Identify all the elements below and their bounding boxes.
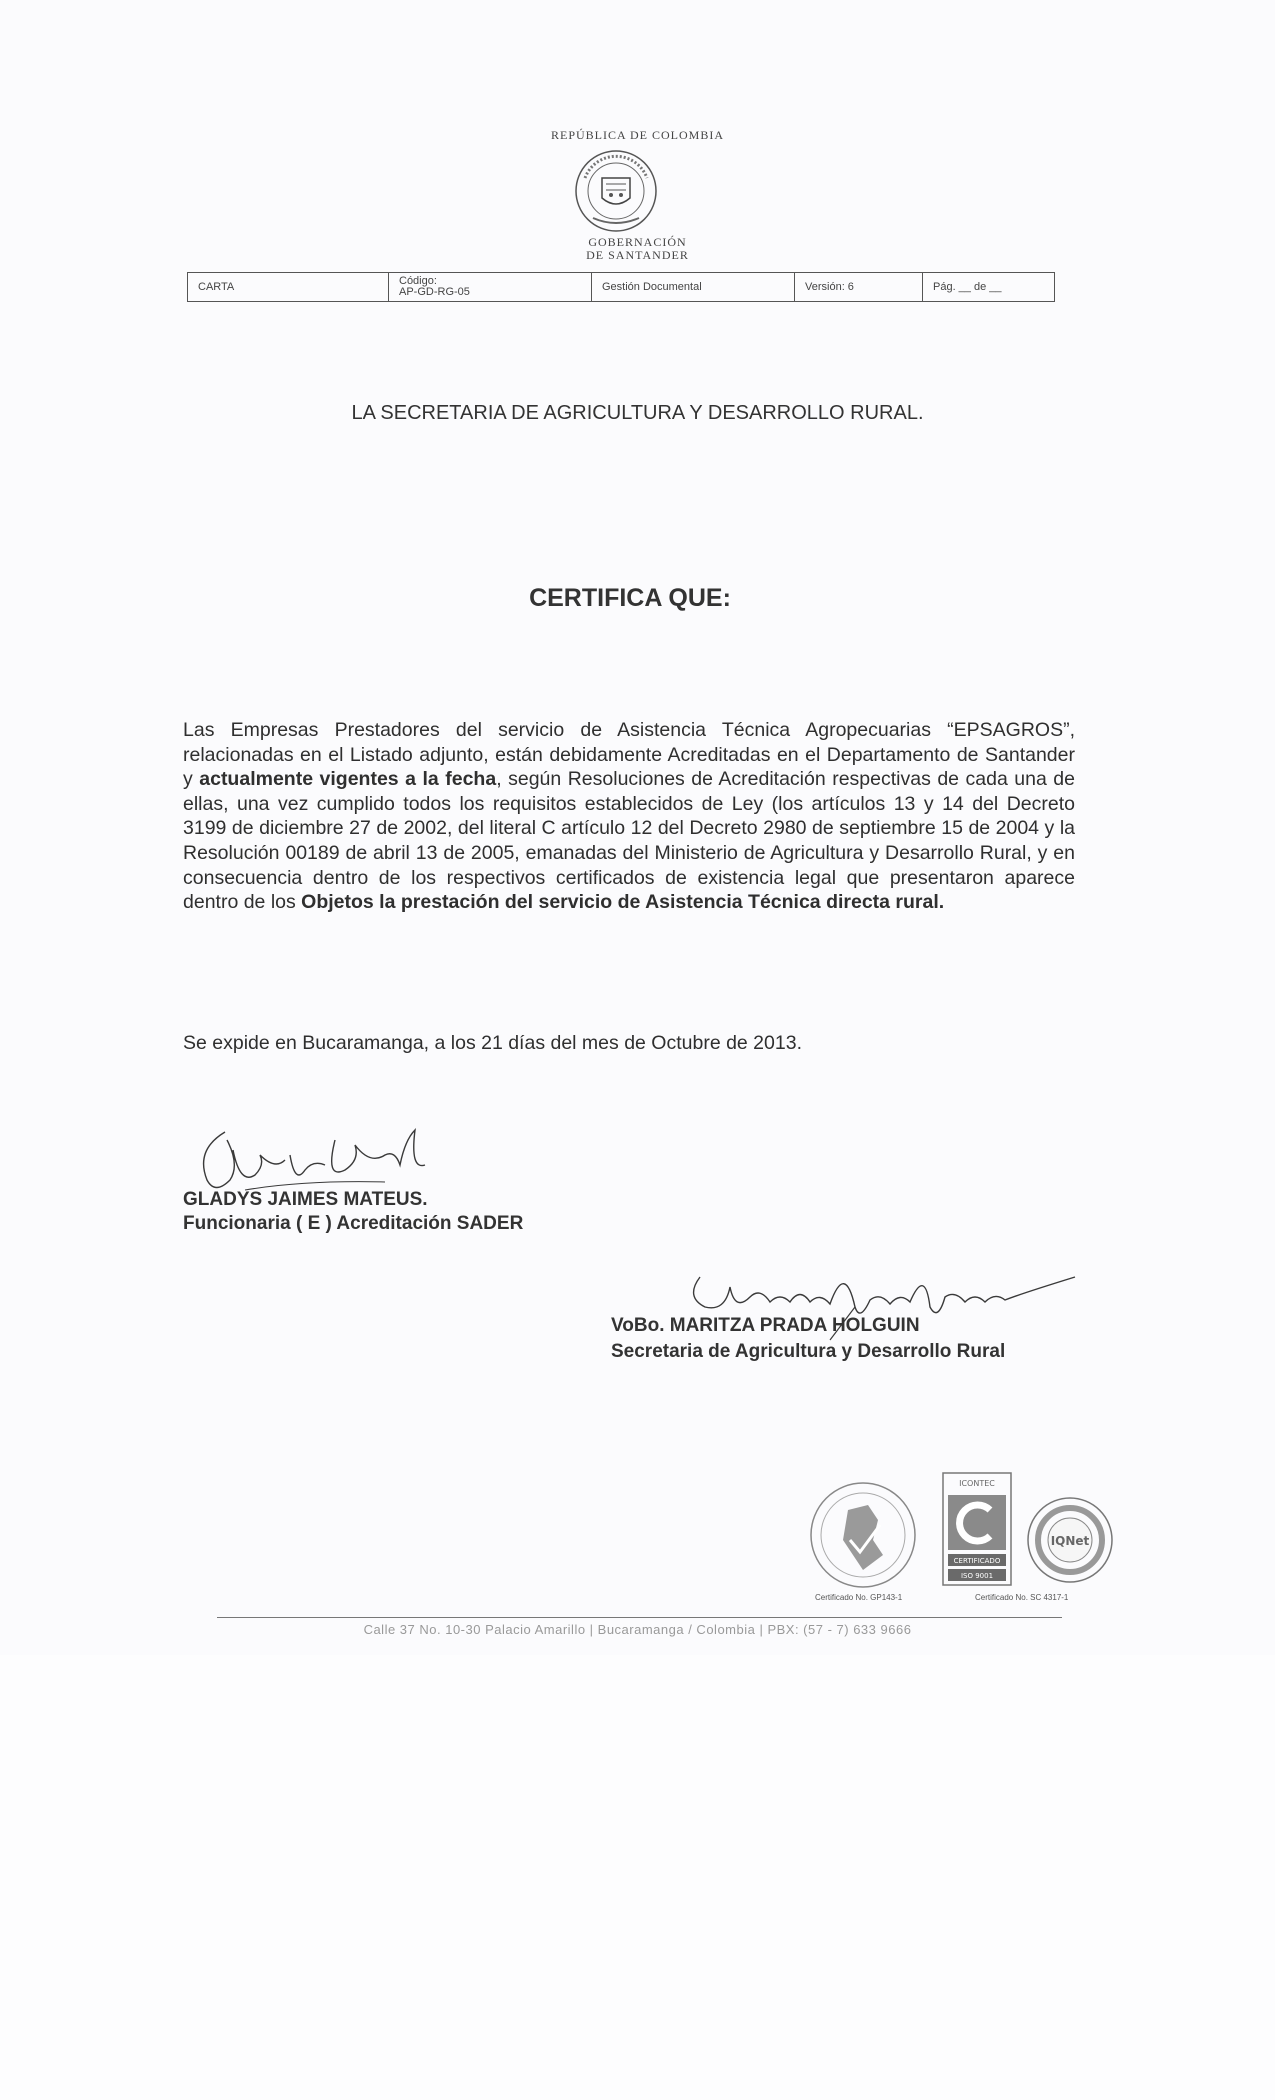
footer-divider [217, 1617, 1062, 1618]
certifies-heading: CERTIFICA QUE: [529, 584, 731, 612]
doc-code-label: Código: [399, 275, 437, 287]
government-line-1: GOBERNACIÓN [588, 235, 687, 249]
scan-blank-area [0, 1655, 1275, 2100]
doc-version-cell [795, 273, 923, 301]
signer-1-name: GLADYS JAIMES MATEUS. [183, 1189, 428, 1210]
government-name [0, 236, 1275, 262]
signer-2-name: VoBo. MARITZA PRADA HOLGUIN [611, 1315, 920, 1336]
santander-seal-icon [573, 148, 659, 234]
doc-code-cell [389, 273, 592, 301]
doc-version: Versión: 6 [805, 280, 854, 293]
body-bold-2: Objetos la prestación del servicio de Asistencia Técnica directa rural. [301, 891, 945, 914]
signer-1-block [183, 1188, 523, 1236]
icontec-label: ICONTEC [959, 1479, 995, 1488]
doc-type-cell [188, 273, 389, 301]
iso-number: ISO 9001 [960, 1572, 994, 1580]
doc-process: Gestión Documental [602, 280, 702, 293]
iqnet-certification-icon [1028, 1498, 1112, 1582]
country-name: REPÚBLICA DE COLOMBIA [550, 128, 724, 142]
signer-2-block [611, 1313, 1005, 1365]
cert-2-number: Certificado No. SC 4317-1 [975, 1593, 1069, 1602]
iqnet-label: IQNet [1050, 1534, 1090, 1548]
doc-process-cell [592, 273, 795, 301]
doc-type: CARTA [198, 280, 235, 293]
certification-logos [808, 1470, 1118, 1610]
iso-label: CERTIFICADO [953, 1557, 1001, 1565]
signer-2-role: Secretaria de Agricultura y Desarrollo Rural [611, 1341, 1006, 1362]
doc-code-value: AP-GD-RG-05 [399, 286, 470, 298]
doc-page-cell [923, 273, 1054, 301]
certificate-body [183, 718, 1075, 915]
cert-1-number: Certificado No. GP143-1 [815, 1593, 903, 1602]
document-control-table [187, 272, 1055, 302]
body-bold-1: actualmente vigentes a la fecha [199, 768, 497, 791]
footer-address: Calle 37 No. 10-30 Palacio Amarillo | Bucaramanga / Colombia | PBX: (57 - 7) 633 9666 [363, 1622, 912, 1637]
government-line-2: DE SANTANDER [586, 248, 689, 262]
body-part-1: Las Empresas Prestadores del servicio de Asistencia Técnica Agropecuarias “EPSAGROS”, relacionadas en el Listado adjunto, están debidamente Acreditadas en el Departamento de Santander y [183, 719, 1075, 791]
gp-certification-icon [811, 1483, 915, 1587]
icontec-iso-icon [943, 1473, 1011, 1585]
signer-1-role: Funcionaria ( E ) Acreditación SADER [183, 1213, 524, 1234]
doc-page: Pág. __ de __ [933, 280, 1002, 293]
body-part-2: , según Resoluciones de Acreditación respectivas de cada una de ellas, una vez cumplido todos los requisitos establecidos de Ley (los artículos 13 y 14 del Decreto 3199 de diciembre 27 de 2002, del literal C artículo 12 del Decreto 2980 de septiembre 15 de 2004 y la Resolución 00189 de abril 13 de 2005, emanadas del Ministerio de Agricultura y Desarrollo Rural, y en consecuencia dentro de los respectivos certificados de existencia legal que presentaron aparece dentro de los [183, 768, 1075, 914]
issued-statement: Se expide en Bucaramanga, a los 21 días del mes de Octubre de 2013. [183, 1032, 802, 1054]
issuer-heading: LA SECRETARIA DE AGRICULTURA Y DESARROLLO RURAL. [351, 402, 924, 424]
